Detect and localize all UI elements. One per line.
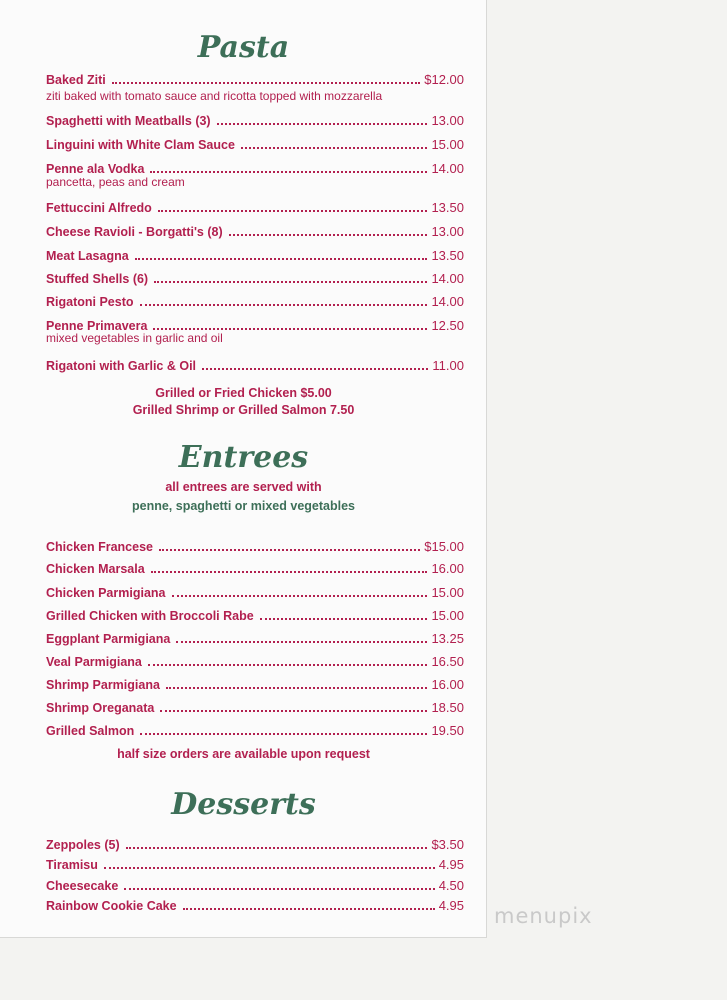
item-price: 14.00 bbox=[431, 161, 464, 176]
item-name: Cheesecake bbox=[46, 879, 119, 893]
pasta-addon: Grilled Shrimp or Grilled Salmon 7.50 bbox=[132, 403, 355, 417]
item-price: 14.00 bbox=[431, 271, 464, 286]
desserts-heading: Desserts bbox=[171, 787, 316, 822]
item-name: Rigatoni with Garlic & Oil bbox=[46, 359, 197, 373]
menu-item bbox=[46, 718, 464, 738]
item-name: Shrimp Oreganata bbox=[46, 701, 155, 715]
menu-item bbox=[46, 873, 464, 893]
menu-item bbox=[46, 353, 464, 373]
item-price: 4.50 bbox=[438, 878, 464, 893]
item-price: 12.50 bbox=[431, 318, 464, 333]
menu-item bbox=[46, 313, 464, 333]
entrees-heading: Entrees bbox=[178, 440, 309, 475]
item-name: Spaghetti with Meatballs (3) bbox=[46, 114, 211, 128]
item-price: 18.50 bbox=[431, 700, 464, 715]
item-name: Baked Ziti bbox=[46, 73, 106, 87]
item-name: Chicken Marsala bbox=[46, 562, 145, 576]
menupix-watermark: menupix bbox=[494, 904, 593, 928]
menu-item bbox=[46, 556, 464, 576]
item-price: 15.00 bbox=[431, 585, 464, 600]
menu-item bbox=[46, 219, 464, 239]
item-name: Eggplant Parmigiana bbox=[46, 632, 171, 646]
item-name: Shrimp Parmigiana bbox=[46, 678, 160, 692]
item-description: mixed vegetables in garlic and oil bbox=[46, 331, 223, 345]
item-name: Rainbow Cookie Cake bbox=[46, 899, 177, 913]
item-name: Chicken Francese bbox=[46, 540, 153, 554]
entrees-note: all entrees are served with bbox=[165, 480, 322, 494]
item-price: 13.00 bbox=[431, 113, 464, 128]
item-price: 16.00 bbox=[431, 677, 464, 692]
item-price: 13.50 bbox=[431, 248, 464, 263]
item-price: 19.50 bbox=[431, 723, 464, 738]
item-price: 16.50 bbox=[431, 654, 464, 669]
menu-item bbox=[46, 695, 464, 715]
pasta-addon: Grilled or Fried Chicken $5.00 bbox=[155, 386, 332, 400]
item-price: 13.00 bbox=[431, 224, 464, 239]
item-name: Penne Primavera bbox=[46, 319, 148, 333]
item-name: Stuffed Shells (6) bbox=[46, 272, 149, 286]
menu-item bbox=[46, 108, 464, 128]
menu-item bbox=[46, 132, 464, 152]
item-name: Rigatoni Pesto bbox=[46, 295, 134, 309]
menu-item bbox=[46, 672, 464, 692]
item-name: Chicken Parmigiana bbox=[46, 586, 166, 600]
item-price: 13.25 bbox=[431, 631, 464, 646]
item-price: 14.00 bbox=[431, 294, 464, 309]
item-name: Grilled Chicken with Broccoli Rabe bbox=[46, 609, 254, 623]
menu-item bbox=[46, 626, 464, 646]
menu-item bbox=[46, 195, 464, 215]
item-name: Tiramisu bbox=[46, 858, 98, 872]
menu-item bbox=[46, 266, 464, 286]
item-name: Veal Parmigiana bbox=[46, 655, 142, 669]
item-name: Zeppoles (5) bbox=[46, 838, 120, 852]
item-price: $15.00 bbox=[424, 539, 464, 554]
item-price: 4.95 bbox=[438, 857, 464, 872]
item-name: Linguini with White Clam Sauce bbox=[46, 138, 235, 152]
item-name: Fettuccini Alfredo bbox=[46, 201, 152, 215]
menu-item bbox=[46, 534, 464, 554]
pasta-heading: Pasta bbox=[197, 30, 290, 65]
menu-item bbox=[46, 156, 464, 176]
entrees-note: penne, spaghetti or mixed vegetables bbox=[132, 499, 355, 513]
item-description: ziti baked with tomato sauce and ricotta topped with mozzarella bbox=[46, 89, 383, 103]
menu-item bbox=[46, 893, 464, 913]
item-description: pancetta, peas and cream bbox=[46, 175, 185, 189]
menu-item bbox=[46, 649, 464, 669]
item-name: Cheese Ravioli - Borgatti's (8) bbox=[46, 225, 223, 239]
item-name: Grilled Salmon bbox=[46, 724, 135, 738]
menu-item bbox=[46, 289, 464, 309]
item-name: Penne ala Vodka bbox=[46, 162, 145, 176]
menu-item bbox=[46, 852, 464, 872]
item-price: 15.00 bbox=[431, 137, 464, 152]
menu-item bbox=[46, 603, 464, 623]
menu-item bbox=[46, 832, 464, 852]
item-price: $3.50 bbox=[431, 837, 464, 852]
menu-item bbox=[46, 67, 464, 87]
item-price: $12.00 bbox=[424, 72, 464, 87]
menu-item bbox=[46, 580, 464, 600]
item-name: Meat Lasagna bbox=[46, 249, 129, 263]
menu-item bbox=[46, 243, 464, 263]
item-price: 16.00 bbox=[431, 561, 464, 576]
item-price: 15.00 bbox=[431, 608, 464, 623]
item-price: 13.50 bbox=[431, 200, 464, 215]
entrees-footer: half size orders are available upon request bbox=[117, 747, 370, 761]
item-price: 4.95 bbox=[438, 898, 464, 913]
item-price: 11.00 bbox=[432, 358, 464, 373]
